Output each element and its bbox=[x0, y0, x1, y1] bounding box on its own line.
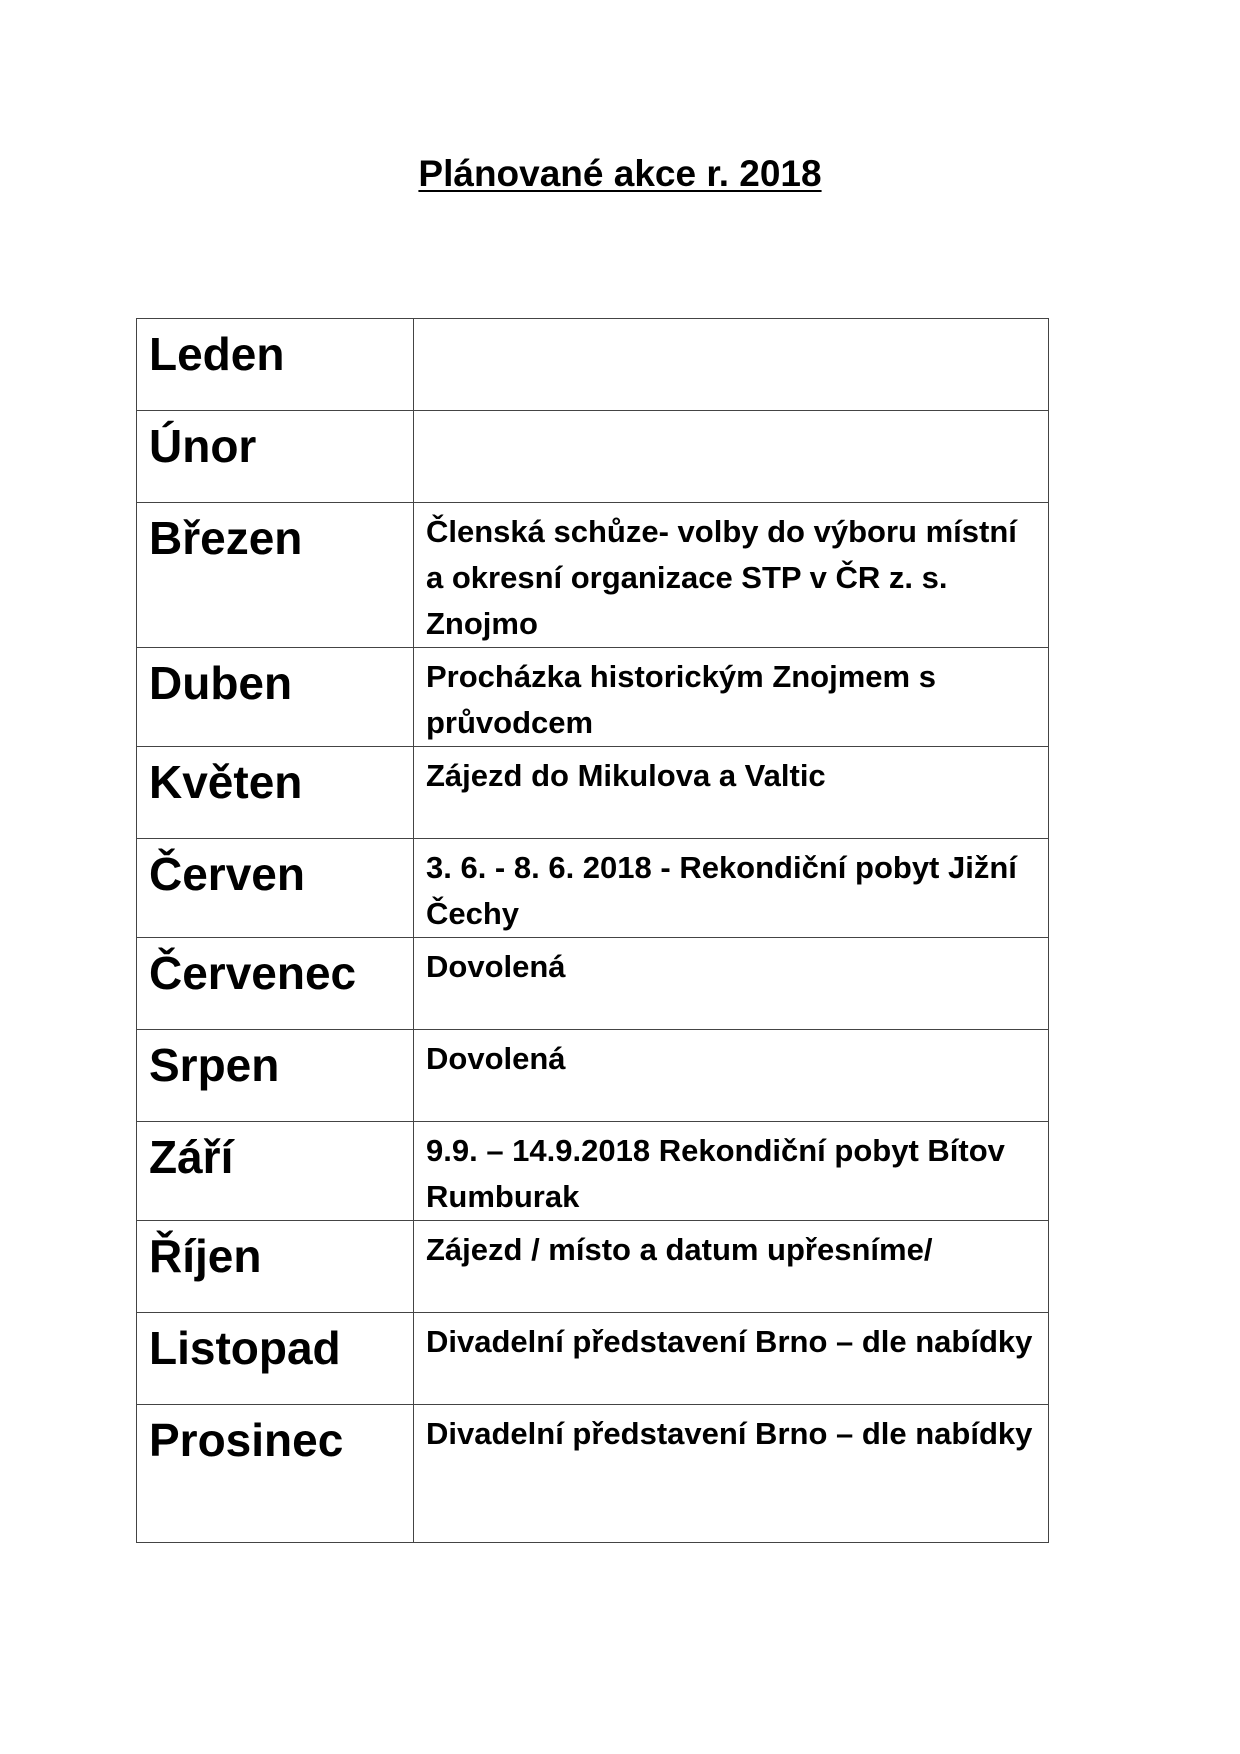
event-cell bbox=[414, 1221, 1049, 1313]
table-row bbox=[137, 1030, 1049, 1122]
event-text: Divadelní představení Brno – dle nabídky bbox=[426, 1324, 1033, 1359]
event-cell bbox=[414, 1405, 1049, 1543]
month-cell bbox=[137, 411, 414, 503]
month-label: Únor bbox=[149, 420, 257, 472]
month-label: Září bbox=[149, 1131, 234, 1183]
month-label: Červen bbox=[149, 848, 305, 900]
event-text: 9.9. – 14.9.2018 Rekondiční pobyt Bítov Rumburak bbox=[426, 1133, 1005, 1214]
event-text: Procházka historickým Znojmem s průvodcem bbox=[426, 659, 936, 740]
table-row bbox=[137, 411, 1049, 503]
event-cell bbox=[414, 1122, 1049, 1221]
event-text: Zájezd do Mikulova a Valtic bbox=[426, 758, 826, 793]
event-cell bbox=[414, 411, 1049, 503]
month-label: Listopad bbox=[149, 1322, 341, 1374]
table-row bbox=[137, 648, 1049, 747]
month-label: Květen bbox=[149, 756, 303, 808]
event-cell bbox=[414, 1030, 1049, 1122]
event-cell bbox=[414, 938, 1049, 1030]
event-text bbox=[414, 319, 1048, 325]
month-label: Leden bbox=[149, 328, 285, 380]
month-cell bbox=[137, 503, 414, 648]
month-cell bbox=[137, 1030, 414, 1122]
table-row bbox=[137, 1405, 1049, 1543]
month-cell bbox=[137, 319, 414, 411]
month-label: Červenec bbox=[149, 947, 357, 999]
event-text: Dovolená bbox=[426, 949, 566, 984]
month-label: Prosinec bbox=[149, 1414, 344, 1466]
event-cell bbox=[414, 1313, 1049, 1405]
table-row bbox=[137, 1122, 1049, 1221]
month-label: Duben bbox=[149, 657, 293, 709]
event-text bbox=[414, 411, 1048, 417]
table-row bbox=[137, 1221, 1049, 1313]
month-cell bbox=[137, 648, 414, 747]
table-row bbox=[137, 503, 1049, 648]
event-text: Zájezd / místo a datum upřesníme/ bbox=[426, 1232, 933, 1267]
table-row bbox=[137, 747, 1049, 839]
events-table bbox=[136, 318, 1049, 1543]
month-cell bbox=[137, 747, 414, 839]
month-label: Březen bbox=[149, 512, 303, 564]
month-label: Srpen bbox=[149, 1039, 280, 1091]
table-row bbox=[137, 839, 1049, 938]
table-row bbox=[137, 938, 1049, 1030]
month-cell bbox=[137, 1221, 414, 1313]
event-cell bbox=[414, 648, 1049, 747]
month-cell bbox=[137, 839, 414, 938]
event-text: Divadelní představení Brno – dle nabídky bbox=[426, 1416, 1033, 1451]
month-label: Říjen bbox=[149, 1230, 262, 1282]
event-text: Dovolená bbox=[426, 1041, 566, 1076]
page-title: Plánované akce r. 2018 bbox=[418, 153, 822, 194]
event-text: 3. 6. - 8. 6. 2018 - Rekondiční pobyt Jižní Čechy bbox=[426, 850, 1017, 931]
event-cell bbox=[414, 319, 1049, 411]
event-text: Členská schůze- volby do výboru místní a okresní organizace STP v ČR z. s. Znojmo bbox=[426, 514, 1017, 641]
month-cell bbox=[137, 1313, 414, 1405]
table-row bbox=[137, 319, 1049, 411]
month-cell bbox=[137, 1405, 414, 1543]
month-cell bbox=[137, 1122, 414, 1221]
event-cell bbox=[414, 503, 1049, 648]
event-cell bbox=[414, 747, 1049, 839]
table-row bbox=[137, 1313, 1049, 1405]
event-cell bbox=[414, 839, 1049, 938]
month-cell bbox=[137, 938, 414, 1030]
